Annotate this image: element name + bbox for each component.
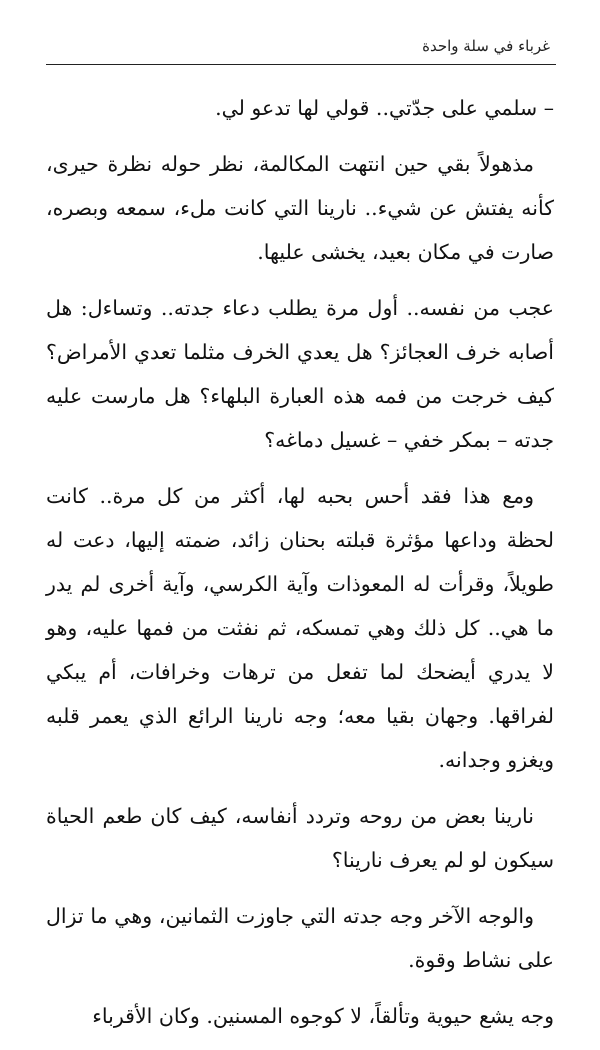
- header-divider: [46, 64, 556, 65]
- paragraph: وجه يشع حيوية وتألقاً، لا كوجوه المسنين. وكان الأقرباء: [92, 1004, 554, 1028]
- body-text: [46, 86, 554, 1050]
- paragraph: نارينا بعض من روحه وتردد أنفاسه، كيف كان طعم الحياة سيكون لو لم يعرف نارينا؟: [46, 804, 554, 872]
- paragraph: ومع هذا فقد أحس بحبه لها، أكثر من كل مرة.. كانت لحظة وداعها مؤثرة قبلته بحنان زائد، ضمته إليها، دعت له طويلاً، وقرأت له المعوذات وآية الكرسي، وآية أخرى لم يدر ما هي.. كل ذلك وهي تمسكه، ثم نفثت من فمها عليه، وهو لا يدري أيضحك لما تفعل من ترهات وخرافات، أم يبكي لفراقها. وجهان بقيا معه؛ وجه نارينا الرائع الذي يعمر قلبه ويغزو وجدانه.: [46, 484, 554, 772]
- paragraph: عجب من نفسه.. أول مرة يطلب دعاء جدته.. وتساءل: هل أصابه خرف العجائز؟ هل يعدي الخرف مثلما تعدي الأمراض؟ كيف خرجت من فمه هذه العبارة البلهاء؟ هل مارست عليه جدته – بمكر خفي – غسيل دماغه؟: [46, 296, 554, 452]
- running-header-title: غرباء في سلة واحدة: [422, 37, 550, 55]
- paragraph: والوجه الآخر وجه جدته التي جاوزت الثمانين، وهي ما تزال على نشاط وقوة.: [46, 904, 554, 972]
- paragraph: مذهولاً بقي حين انتهت المكالمة، نظر حوله نظرة حيرى، كأنه يفتش عن شيء.. نارينا التي كانت ملء، سمعه وبصره، صارت في مكان بعيد، يخشى عليها.: [46, 152, 554, 264]
- paragraph-dialogue: – سلمي على جدّتي.. قولي لها تدعو لي.: [215, 96, 554, 120]
